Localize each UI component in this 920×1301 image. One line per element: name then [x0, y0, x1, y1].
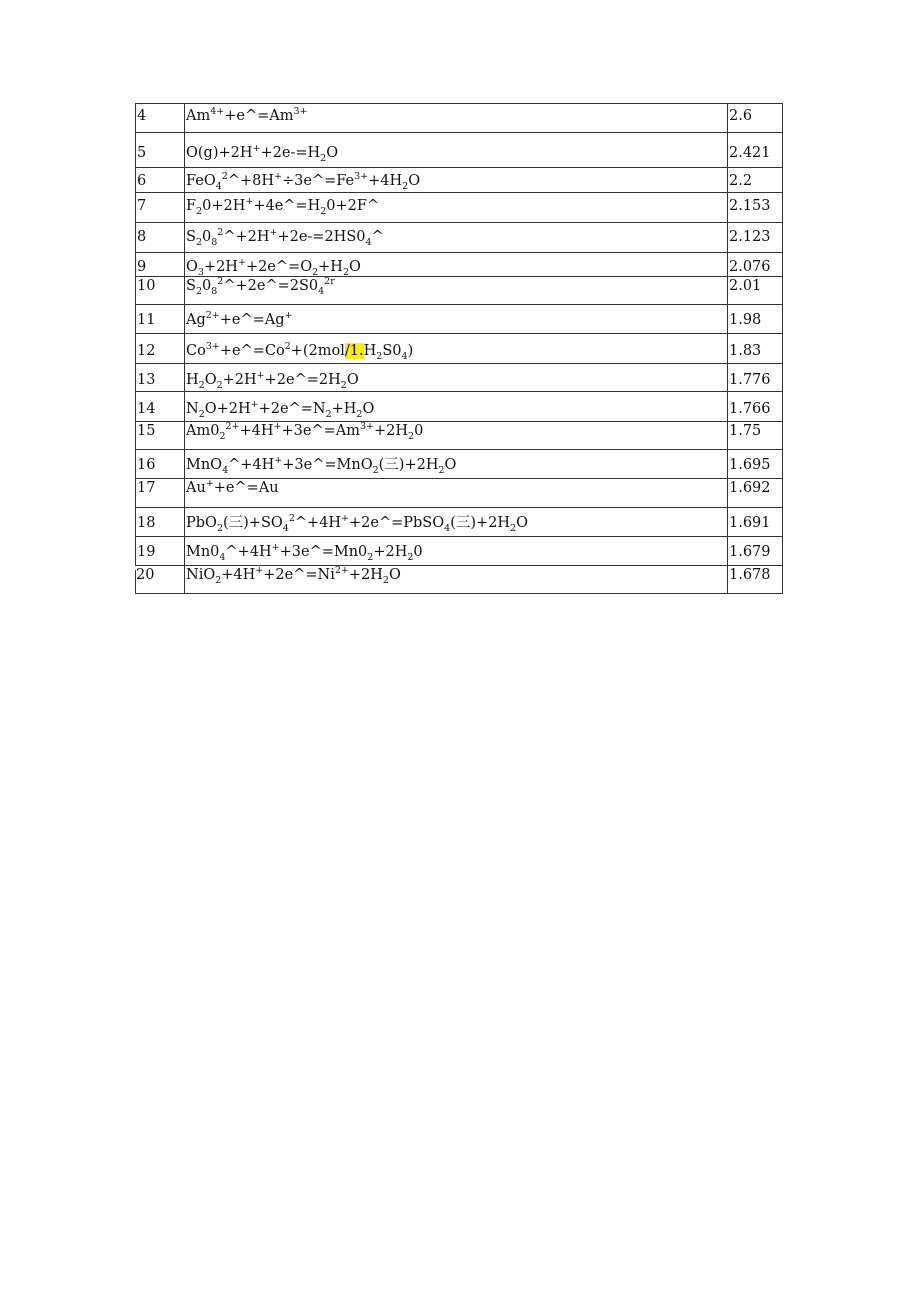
row-number: 15 [135, 422, 184, 449]
reaction-equation: $NiO_2+4H^++2e\^{}=Ni^{2+}+2H_2O$ [184, 566, 727, 593]
reaction-equation: $S_20_8^2\^{}+2e\^{}=2S0_4^{2r}$ [184, 277, 727, 304]
table-row [135, 363, 783, 391]
row-number: 5 [135, 133, 184, 167]
table-left-border [135, 570, 136, 594]
row-number: 8 [135, 223, 184, 252]
reaction-equation: $Am^{4+}+e\^{}=Am^{3+}$ [184, 104, 727, 132]
row-number: 14 [135, 392, 184, 421]
potential-value: 1.766 [727, 392, 783, 421]
row-number: 20 [136, 567, 155, 583]
reaction-equation: $Ag^{2+}+e\^{}=Ag^+$ [184, 305, 727, 333]
reaction-equation: $Am0_2^{2+}+4H^++3e\^{}=Am^{3+}+2H_20$ [184, 422, 727, 449]
table-row [135, 391, 783, 421]
potential-value: 1.692 [727, 479, 783, 507]
row-number: 4 [135, 104, 184, 132]
potential-value: 2.076 [727, 253, 783, 276]
table-row [135, 449, 783, 478]
table-row [135, 167, 783, 192]
row-number: 10 [135, 277, 184, 304]
reaction-equation: MnO$_4$^+4H++3e^=MnO$_2$(三)$+2H_2O$ [184, 450, 727, 478]
potential-value: 2.153 [727, 193, 783, 222]
reaction-equation: $F_20+2H^++4e\^{}=H_20+2F\^{}$ [184, 193, 727, 222]
reaction-equation: $Co^{3+}+e\^{}=Co^2+(2mol/1.H_2S0_4)$ [184, 334, 727, 363]
reaction-equation: $N_2O+2H^++2e\^{}=N_2+H_2O$ [184, 392, 727, 421]
table-row [135, 222, 783, 252]
reaction-equation: PbO$_2$(三)$+SO_4^2\^{}+4H^++2e\^{}=PbSO_4$(三)$+2H_2O$ [184, 508, 727, 536]
table-row [135, 192, 783, 222]
table-row [135, 252, 783, 276]
table-row [135, 304, 783, 333]
reaction-equation: Au++e^=Au [184, 479, 727, 507]
table-row [135, 103, 783, 132]
row-number: 12 [135, 334, 184, 363]
reaction-equation: $Mn0_4\^{}+4H^++3e\^{}=Mn0_2+2H_20$ [184, 537, 727, 565]
row-number: 18 [135, 508, 184, 536]
reaction-equation: $S_20_8^2\^{}+2H^++2e-=2HS0_4\^{}$ [184, 223, 727, 252]
row-number: 16 [135, 450, 184, 478]
potential-value: 2.421 [727, 133, 783, 167]
row-number: 19 [135, 537, 184, 565]
row-number: 17 [135, 479, 184, 507]
potential-value: 2.2 [727, 168, 783, 192]
potential-value: 1.691 [727, 508, 783, 536]
table-row [135, 333, 783, 363]
potential-value: 2.123 [727, 223, 783, 252]
potential-value: 1.679 [727, 537, 783, 565]
potential-value: 1.98 [727, 305, 783, 333]
table-row [135, 565, 783, 594]
reaction-equation: $O(g)+2H^++2e-=H_2O$ [184, 133, 727, 167]
table-row [135, 421, 783, 449]
row-number: 13 [135, 364, 184, 391]
potential-table [135, 103, 783, 594]
potential-value: 1.678 [727, 566, 783, 593]
potential-value: 1.695 [727, 450, 783, 478]
table-row [135, 132, 783, 167]
potential-value: 1.776 [727, 364, 783, 391]
row-number: 6 [135, 168, 184, 192]
row-number: 11 [135, 305, 184, 333]
table-row [135, 478, 783, 507]
reaction-equation: $FeO_4^2\^{}+8H^+\div 3e\^{}=Fe^{3+}+4H_2O$ [184, 168, 727, 192]
potential-value: 2.01 [727, 277, 783, 304]
potential-value: 2.6 [727, 104, 783, 132]
potential-value: 1.83 [727, 334, 783, 363]
row-number: 9 [135, 253, 184, 276]
table-row [135, 536, 783, 565]
reaction-equation: $O_3+2H^++2e\^{}=O_2+H_2O$ [184, 253, 727, 276]
table-row [135, 276, 783, 304]
row-number: 7 [135, 193, 184, 222]
reaction-equation: $H_2O_2+2H^++2e\^{}=2H_2O$ [184, 364, 727, 391]
potential-value: 1.75 [727, 422, 783, 449]
table-row [135, 507, 783, 536]
